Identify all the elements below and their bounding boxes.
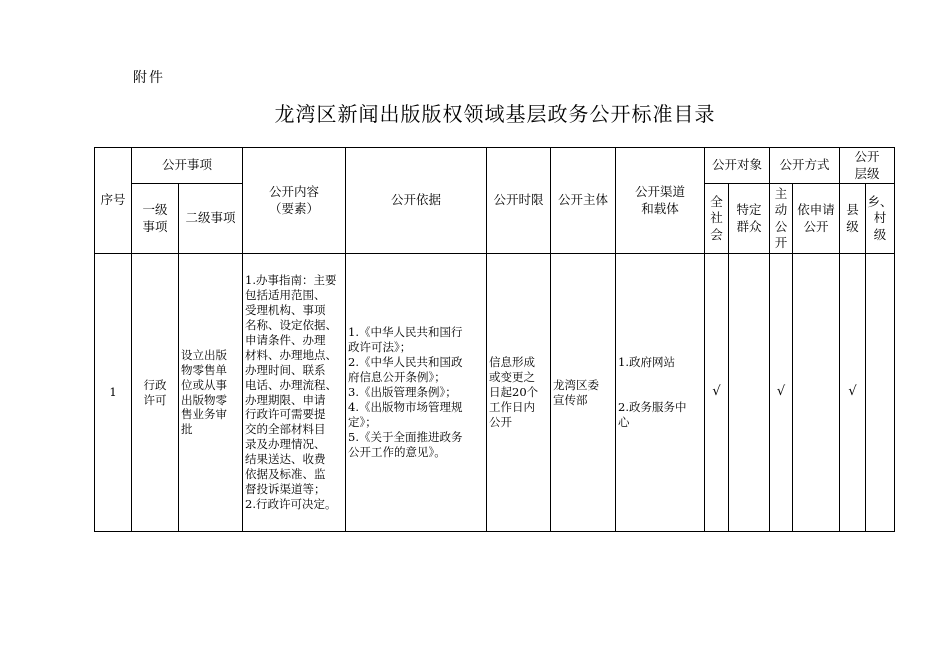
cell-basis: 1.《中华人民共和国行 政许可法》； 2.《中华人民共和国政 府信息公开条例》； 3.《出版管理条例》； 4.《出版物市场管理规 定》； 5.《关于全面推进政务 公开工作的意见》。 <box>346 254 487 532</box>
header-seq: 序号 <box>95 148 132 254</box>
cell-content: 1.办事指南：主要 包括适用范围、 受理机构、事项 名称、设定依据、 申请条件、办理 材料、办理地点、 办理时间、联系 电话、办理流程、 办理期限、申请 行政许可需要提 交的全部材料目 录及办理情况、 结果送达、收费 依据及标准、监 督投诉渠道等； 2.行政许可决定。 <box>243 254 346 532</box>
header-level-county: 县 级 <box>840 184 866 254</box>
header-subject: 公开主体 <box>551 148 616 254</box>
header-level: 公开 层级 <box>840 148 895 184</box>
cell-channel: 1.政府网站 2.政务服务中 心 <box>616 254 705 532</box>
header-target: 公开对象 <box>705 148 770 184</box>
header-time-limit: 公开时限 <box>487 148 551 254</box>
cell-subject: 龙湾区委 宣传部 <box>551 254 616 532</box>
header-level1: 一级 事项 <box>132 184 179 254</box>
standard-catalog-table <box>94 147 895 532</box>
header-channel: 公开渠道 和载体 <box>616 148 705 254</box>
cell-seq: 1 <box>95 254 132 532</box>
header-method-apply: 依申请 公开 <box>793 184 840 254</box>
cell-time-limit: 信息形成 或变更之 日起20个 工作日内 公开 <box>487 254 551 532</box>
document-title: 龙湾区新闻出版版权领域基层政务公开标准目录 <box>274 102 716 126</box>
header-row-top <box>95 148 895 184</box>
header-target-specific: 特定 群众 <box>729 184 770 254</box>
cell-target-specific <box>729 254 770 532</box>
attachment-label: 附件 <box>133 70 165 86</box>
cell-method-apply <box>793 254 840 532</box>
header-target-all: 全 社 会 <box>705 184 729 254</box>
header-content: 公开内容 （要素） <box>243 148 346 254</box>
cell-level1: 行政 许可 <box>132 254 179 532</box>
cell-level-county-check: √ <box>840 254 866 532</box>
table-row <box>95 254 895 532</box>
header-matter: 公开事项 <box>132 148 243 184</box>
cell-method-active-check: √ <box>770 254 793 532</box>
header-method: 公开方式 <box>770 148 840 184</box>
cell-target-all-check: √ <box>705 254 729 532</box>
header-basis: 公开依据 <box>346 148 487 254</box>
cell-level-town <box>866 254 895 532</box>
header-method-active: 主 动 公 开 <box>770 184 793 254</box>
cell-level2: 设立出版 物零售单 位或从事 出版物零 售业务审 批 <box>179 254 243 532</box>
header-level-town: 乡、 村 级 <box>866 184 895 254</box>
header-level2: 二级事项 <box>179 184 243 254</box>
